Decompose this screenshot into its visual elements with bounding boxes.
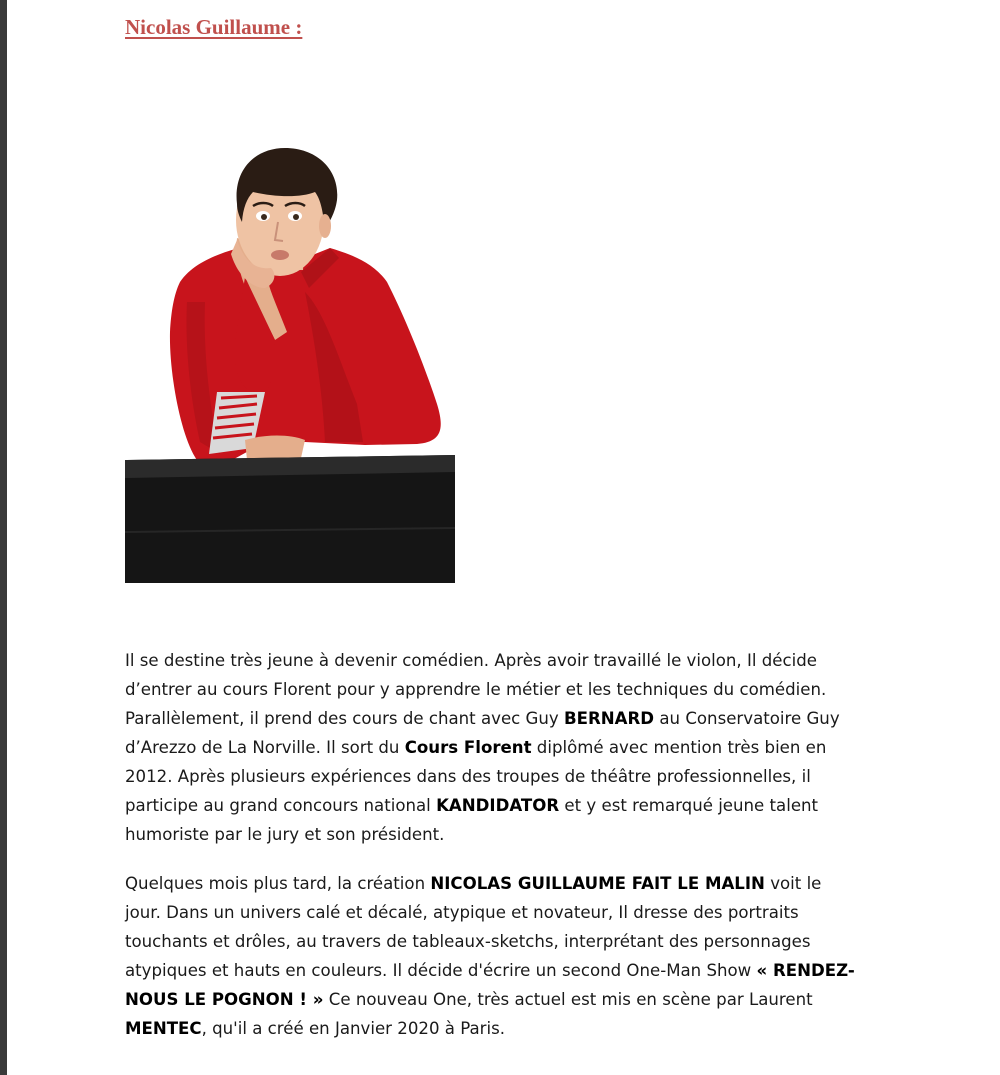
text-run: d’entrer au cours Florent pour y apprendre le métier et les techniques du comédien. — [125, 680, 827, 699]
page-edge — [0, 0, 7, 1075]
text-line — [125, 820, 885, 849]
text-line — [125, 675, 885, 704]
text-run: atypiques et hauts en couleurs. Il décide d'écrire un second One-Man Show — [125, 961, 757, 980]
bold-text: « RENDEZ- — [756, 961, 855, 980]
text-run: d’Arezzo de La Norville. Il sort du — [125, 738, 405, 757]
text-line — [125, 646, 885, 675]
text-line — [125, 927, 885, 956]
text-run: participe au grand concours national — [125, 796, 437, 815]
portrait-illustration — [125, 142, 455, 583]
text-run: touchants et drôles, au travers de tableaux-sketchs, interprétant des personnages — [125, 932, 811, 951]
text-line — [125, 869, 885, 898]
bio-paragraph-1 — [125, 646, 885, 849]
text-line — [125, 956, 885, 985]
text-run: 2012. Après plusieurs expériences dans des troupes de théâtre professionnelles, il — [125, 767, 811, 786]
text-line — [125, 762, 885, 791]
text-line — [125, 985, 885, 1014]
bold-text: KANDIDATOR — [436, 796, 560, 815]
text-run: voit le — [764, 874, 822, 893]
text-run: , qu'il a créé en Janvier 2020 à Paris. — [201, 1019, 505, 1038]
bold-text: MENTEC — [125, 1019, 202, 1038]
bold-text: Cours Florent — [404, 738, 532, 757]
text-run: humoriste par le jury et son président. — [125, 825, 445, 844]
text-line — [125, 898, 885, 927]
text-run: Parallèlement, il prend des cours de chant avec Guy — [125, 709, 565, 728]
text-line — [125, 733, 885, 762]
text-run: au Conservatoire Guy — [654, 709, 840, 728]
text-run: Il se destine très jeune à devenir comédien. Après avoir travaillé le violon, Il décide — [125, 651, 817, 670]
text-line — [125, 704, 885, 733]
bold-text: NOUS LE POGNON ! » — [125, 990, 324, 1009]
portrait-photo — [125, 142, 455, 583]
bold-text: BERNARD — [564, 709, 655, 728]
text-line — [125, 791, 885, 820]
text-run: jour. Dans un univers calé et décalé, atypique et novateur, Il dresse des portraits — [125, 903, 799, 922]
text-run: Quelques mois plus tard, la création — [125, 874, 431, 893]
bold-text: NICOLAS GUILLAUME FAIT LE MALIN — [430, 874, 765, 893]
text-run: diplômé avec mention très bien en — [531, 738, 827, 757]
text-run: Ce nouveau One, très actuel est mis en scène par Laurent — [323, 990, 813, 1009]
bio-paragraph-2 — [125, 869, 885, 1043]
text-run: et y est remarqué jeune talent — [559, 796, 819, 815]
page-title: Nicolas Guillaume : — [125, 15, 303, 39]
text-line — [125, 1014, 885, 1043]
